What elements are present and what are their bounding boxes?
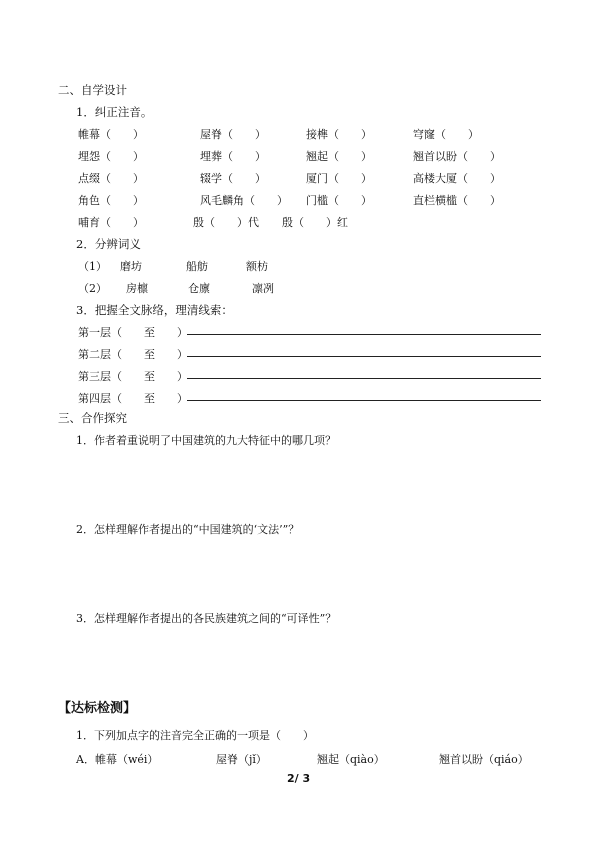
question-text: 1．下列加点字的注音完全正确的一项是（ ）: [76, 729, 314, 742]
question-text: 1．作者着重说明了中国建筑的九大特征中的哪几项？: [76, 434, 336, 447]
pinyin-item: 角色（ ）: [78, 194, 144, 207]
layer-label: 第三层（ 至 ）: [78, 370, 188, 383]
pinyin-item: 厦门（ ）: [306, 172, 372, 185]
question-title: 2．分辨词义: [76, 237, 141, 251]
word-item: 船舫: [186, 260, 208, 273]
section-heading: 三、合作探究: [58, 411, 127, 425]
layer-label: 第四层（ 至 ）: [78, 392, 188, 405]
pinyin-item: 穹窿（ ）: [413, 128, 479, 141]
pinyin-item: 埋葬（ ）: [200, 150, 266, 163]
answer-line: [187, 378, 541, 379]
answer-line: [187, 334, 541, 335]
answer-line: [187, 356, 541, 357]
section-heading: 二、自学设计: [58, 83, 127, 97]
test-heading: 【达标检测】: [58, 701, 137, 716]
question-text: 2．怎样理解作者提出的“中国建筑的‘文法’”？: [76, 523, 300, 536]
option-a-item: A．帷幕（wéi）: [76, 753, 159, 766]
pinyin-item: 辍学（ ）: [200, 172, 266, 185]
option-a-item: 翘起（qiào）: [317, 753, 385, 766]
word-group-number: （1）: [78, 260, 107, 273]
word-item: 凛冽: [252, 282, 274, 295]
word-item: 仓廪: [188, 282, 210, 295]
pinyin-item: 直栏横槛（ ）: [413, 194, 501, 207]
question-title: 3．把握全文脉络，理清线索：: [76, 303, 233, 317]
pinyin-item: 点缀（ ）: [78, 172, 144, 185]
word-item: 房檩: [126, 282, 148, 295]
question-title: 1．纠正注音。: [76, 105, 153, 119]
option-a-item: 屋脊（jǐ）: [216, 753, 267, 766]
pinyin-item: 屋脊（ ）: [200, 128, 266, 141]
option-a-item: 翘首以盼（qiáo）: [439, 753, 529, 766]
pinyin-item: 风毛麟角（ ）: [200, 194, 288, 207]
answer-line: [187, 400, 541, 401]
pinyin-item: 门槛（ ）: [306, 194, 372, 207]
pinyin-item: 翘起（ ）: [306, 150, 372, 163]
layer-label: 第一层（ 至 ）: [78, 326, 188, 339]
pinyin-item: 帷幕（ ）: [78, 128, 144, 141]
pinyin-item: 高楼大厦（ ）: [413, 172, 501, 185]
layer-label: 第二层（ 至 ）: [78, 348, 188, 361]
pinyin-item: 殷（ ）红: [282, 216, 348, 229]
question-text: 3．怎样理解作者提出的各民族建筑之间的“可译性”？: [76, 612, 337, 625]
word-group-number: （2）: [78, 282, 107, 295]
word-item: 磨坊: [120, 260, 142, 273]
pinyin-item: 接榫（ ）: [306, 128, 372, 141]
pinyin-item: 埋怨（ ）: [78, 150, 144, 163]
page-number: 2/ 3: [287, 772, 311, 785]
pinyin-item: 殷（ ）代: [193, 216, 259, 229]
pinyin-item: 翘首以盼（ ）: [413, 150, 501, 163]
pinyin-item: 哺育（ ）: [78, 216, 144, 229]
word-item: 额枋: [246, 260, 268, 273]
